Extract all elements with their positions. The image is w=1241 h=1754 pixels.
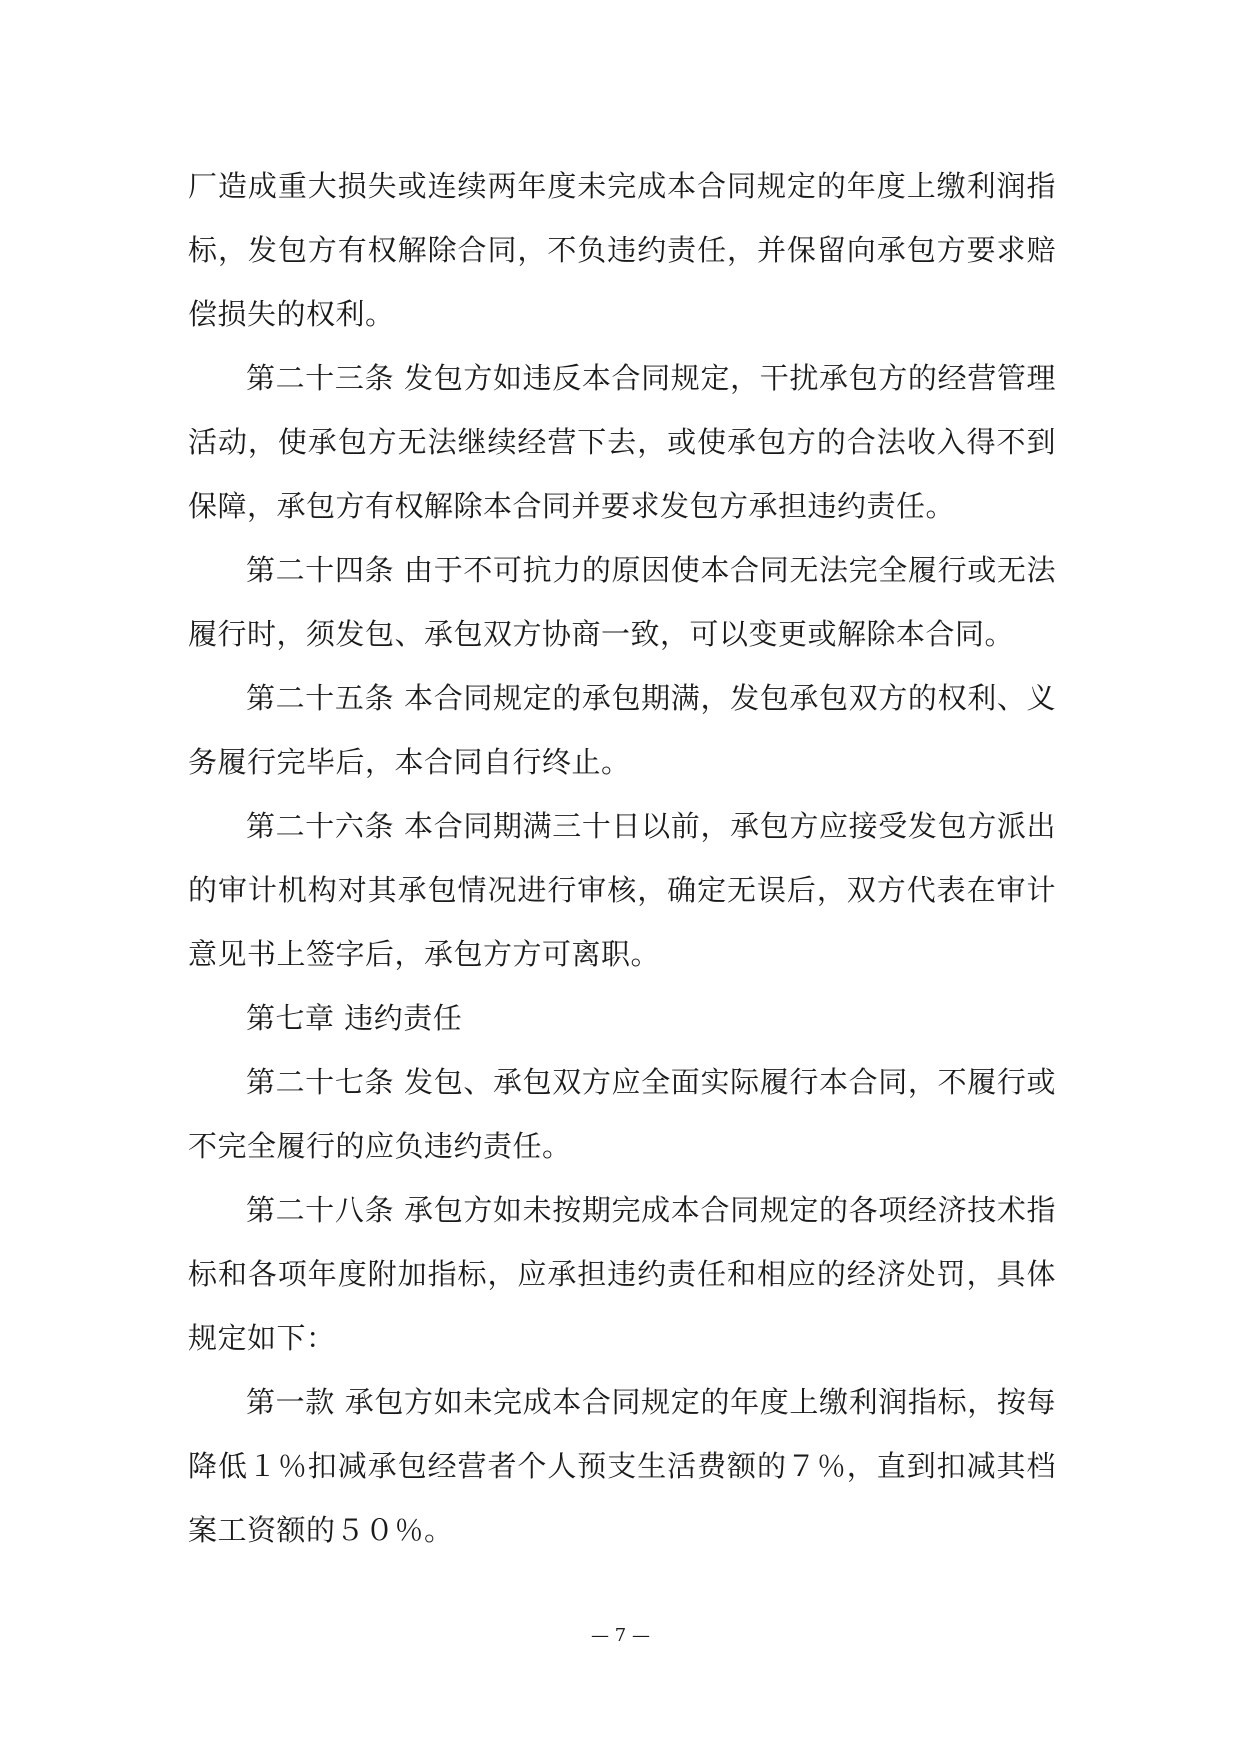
page-number: — 7 — <box>591 1625 650 1646</box>
clause-1: 第一款 承包方如未完成本合同规定的年度上缴利润指标，按每降低１％扣减承包经营者个人预支生活费额的７％，直到扣减其档案工资额的５０％。 <box>188 1385 1056 1547</box>
article-28: 第二十八条 承包方如未按期完成本合同规定的各项经济技术指标和各项年度附加指标，应承担违约责任和相应的经济处罚，具体规定如下： <box>188 1193 1056 1355</box>
article-24: 第二十四条 由于不可抗力的原因使本合同无法完全履行或无法履行时，须发包、承包双方协商一致，可以变更或解除本合同。 <box>188 553 1056 651</box>
paragraph-continuation: 厂造成重大损失或连续两年度未完成本合同规定的年度上缴利润指标，发包方有权解除合同，不负违约责任，并保留向承包方要求赔偿损失的权利。 <box>188 169 1056 331</box>
article-26: 第二十六条 本合同期满三十日以前，承包方应接受发包方派出的审计机构对其承包情况进行审核，确定无误后，双方代表在审计意见书上签字后，承包方方可离职。 <box>188 809 1056 971</box>
article-25: 第二十五条 本合同规定的承包期满，发包承包双方的权利、义务履行完毕后，本合同自行终止。 <box>188 681 1056 779</box>
document-body <box>188 154 1056 1562</box>
chapter-7-heading: 第七章 违约责任 <box>246 1001 463 1035</box>
article-23: 第二十三条 发包方如违反本合同规定，干扰承包方的经营管理活动，使承包方无法继续经营下去，或使承包方的合法收入得不到保障，承包方有权解除本合同并要求发包方承担违约责任。 <box>188 361 1056 523</box>
article-27: 第二十七条 发包、承包双方应全面实际履行本合同，不履行或不完全履行的应负违约责任。 <box>188 1065 1056 1163</box>
